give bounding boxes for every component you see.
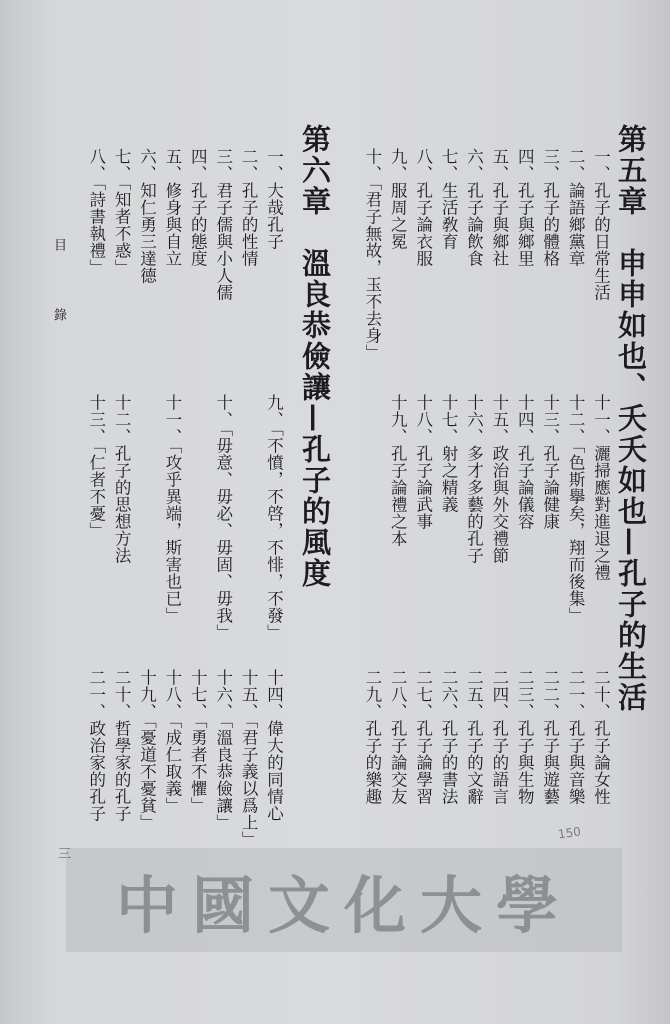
toc-entry: 五、修身與自立 <box>162 148 182 267</box>
toc-entry: 十三、「仁者不憂」 <box>86 394 106 539</box>
toc-entry: 二十、孔子論女性 <box>591 669 611 805</box>
toc-entry: 六、孔子論飲食 <box>464 148 484 267</box>
toc-entry: 二、孔子的性情 <box>239 148 259 267</box>
toc-entry: 二八、孔子論交友 <box>388 669 408 805</box>
toc-entry: 十一、灑掃應對進退之禮 <box>591 394 611 581</box>
toc-entry: 十九、「憂道不憂貧」 <box>137 669 157 831</box>
toc-entry: 十五、政治與外交禮節 <box>489 394 509 564</box>
toc-entry: 二一、孔子與音樂 <box>566 669 586 805</box>
toc-entry: 二七、孔子論學習 <box>413 669 433 805</box>
toc-entry: 十六、多才多藝的孔子 <box>464 394 484 564</box>
toc-entry: 四、孔子與鄉里 <box>515 148 535 267</box>
toc-entry: 十二、孔子的思想方法 <box>112 394 132 564</box>
toc-entry: 十五、「君子義以爲上」 <box>239 669 259 848</box>
toc-entry: 二十、哲學家的孔子 <box>112 669 132 822</box>
toc-entry: 九、服周之冕 <box>388 148 408 250</box>
toc-entry: 九、「不憤，不啓，不悱，不發」 <box>264 394 284 641</box>
toc-entry: 七、「知者不惑」 <box>112 148 132 276</box>
toc-entry: 十四、孔子論儀容 <box>515 394 535 530</box>
toc-entry: 二、論語鄉黨章 <box>566 148 586 267</box>
handwritten-note: 150 <box>557 824 582 842</box>
toc-entry: 二五、孔子的文辭 <box>464 669 484 805</box>
side-label: 目 錄 <box>51 238 66 343</box>
toc-entry: 十三、孔子論健康 <box>540 394 560 530</box>
toc-entry: 十九、孔子論禮之本 <box>388 394 408 547</box>
toc-entry: 十、「君子無故，玉不去身」 <box>362 148 382 361</box>
page-number: 三 <box>58 847 72 862</box>
toc-entry: 八、孔子論衣服 <box>413 148 433 267</box>
chapter-6-title: 第六章 溫良恭儉讓—孔子的風度 <box>298 124 332 589</box>
toc-entry: 三、孔子的體格 <box>540 148 560 267</box>
toc-entry: 十八、孔子論武事 <box>413 394 433 530</box>
toc-entry: 四、孔子的態度 <box>188 148 208 267</box>
toc-entry: 二一、政治家的孔子 <box>86 669 106 822</box>
toc-entry: 十一、「攻乎異端，斯害也已」 <box>162 394 182 624</box>
toc-entry: 二六、孔子的書法 <box>439 669 459 805</box>
toc-entry: 二九、孔子的樂趣 <box>362 669 382 805</box>
toc-entry: 二二、孔子與遊藝 <box>540 669 560 805</box>
toc-entry: 十七、「勇者不懼」 <box>188 669 208 814</box>
toc-entry: 十、「毋意、毋必、毋固、毋我」 <box>213 394 233 641</box>
toc-entry: 十四、偉大的同情心 <box>264 669 284 822</box>
toc-entry: 一、大哉孔子 <box>264 148 284 250</box>
toc-entry: 八、「詩書執禮」 <box>86 148 106 276</box>
chapter-5-title: 第五章 申申如也、夭夭如也—孔子的生活 <box>614 124 648 713</box>
toc-entry: 十八、「成仁取義」 <box>162 669 182 814</box>
toc-entry: 十七、射之精義 <box>439 394 459 513</box>
toc-entry: 二三、孔子與生物 <box>515 669 535 805</box>
toc-entry: 六、知仁勇三達德 <box>137 148 157 284</box>
toc-entry: 五、孔子與鄉社 <box>489 148 509 267</box>
watermark: 中國文化大學 <box>66 848 622 952</box>
toc-entry: 十二、「色斯擧矣，翔而後集」 <box>566 394 586 624</box>
toc-entry: 一、孔子的日常生活 <box>591 148 611 301</box>
toc-entry: 十六、「溫良恭儉讓」 <box>213 669 233 831</box>
toc-entry: 二四、孔子的語言 <box>489 669 509 805</box>
toc-entry: 三、君子儒與小人儒 <box>213 148 233 301</box>
toc-entry: 七、生活敎育 <box>439 148 459 250</box>
